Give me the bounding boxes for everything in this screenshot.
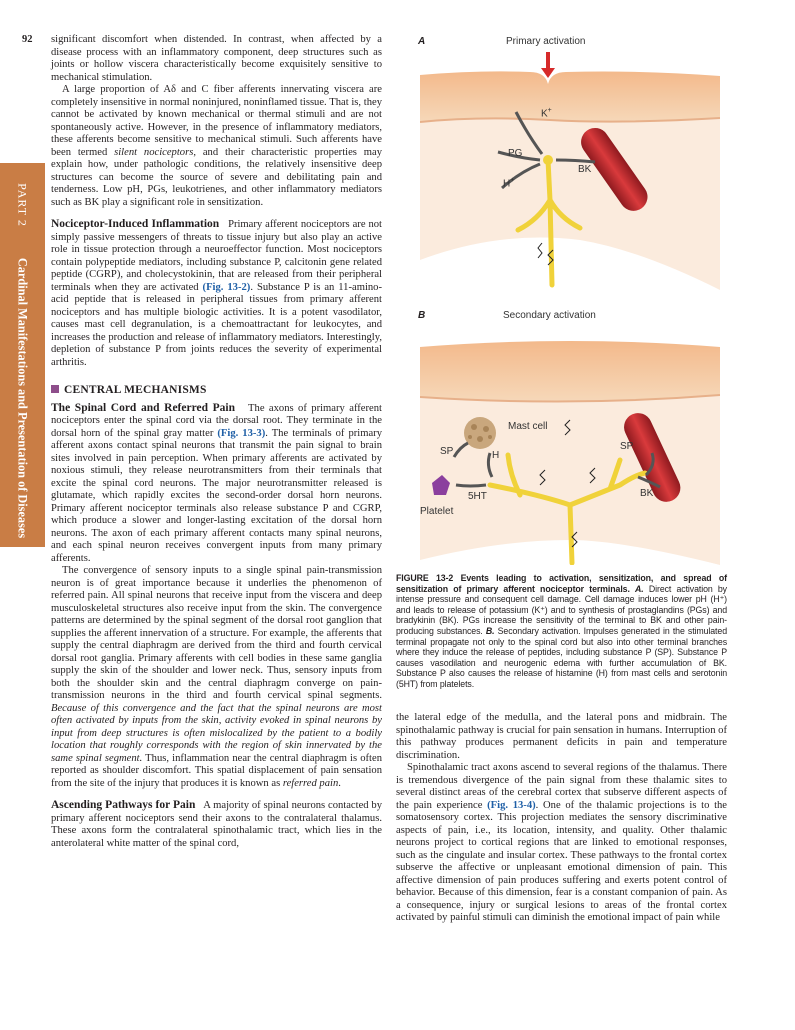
panel-a-label: A [418,36,426,47]
right-column [396,712,727,925]
fig-13-2-link[interactable]: (Fig. 13-2) [202,281,251,293]
subheading-spinal-cord: The Spinal Cord and Referred Pain [51,401,235,414]
label-bk: BK [640,488,654,499]
figure-panel-b [420,325,720,565]
left-column [51,34,382,850]
subheading-ascending: Ascending Pathways for Pain [51,799,196,811]
label-platelet: Platelet [420,506,454,517]
paragraph: A large proportion of Aδ and C fiber afferents innervating viscera are completely insensitive in normal noninjured, noninflamed tissue. That is, they cannot be activated by known mechanical or thermal stimuli and are not spontaneously active. However, in the presence of inflammatory mediators, these afferents become sensitive to mechanical stimuli. Such afferents have been termed silent nociceptors, and their characteristic properties may explain how, under pathologic conditions, the relatively insensitive deep structures can become the source of severe and debilitating pain and tenderness. Low pH, PGs, leukotrienes, and other inflammatory mediators such as BK play a significant role in sensitization. [51,84,382,208]
label-h: H+ [503,177,515,190]
section-heading: CENTRAL MECHANISMS [51,384,382,397]
label-sp-right: SP [620,441,634,452]
panel-a-title: Primary activation [506,36,586,47]
panel-b-title: Secondary activation [503,310,596,321]
paragraph: Ascending Pathways for Pain A majority of spinal neurons contacted by primary afferent nociceptors send their axons to the contralateral thalamus. These axons form the contralateral spinothalamic tract, which lies in the anterolateral white matter of the spinal cord, [51,799,382,849]
figure-panel-a [420,50,720,290]
label-pg: PG [508,148,523,159]
figure-caption: FIGURE 13-2 Events leading to activation, sensitization, and spread of sensitization of primary afferent nociceptor terminals. A. Direct activation by intense pressure and consequent cell damage. Cell damage induces lower pH (H⁺) and leads to release of potassium (K⁺) and to synthesis of prostaglandins (PGs) and bradykinin (BK). PGs increase the sensitivity of the terminal to BK and other pain-producing substances. B. Secondary activation. Impulses generated in the stimulated terminal propagate not only to the spinal cord but also into other terminal branches where they induce the release of peptides, including substance P (SP). Substance P causes vasodilation and neurogenic edema with further accumulation of BK. Substance P also causes the release of histamine (H) from mast cells and serotonin (5HT) from platelets. [396,573,727,689]
paragraph: Nociceptor-Induced Inflammation Primary afferent nociceptors are not simply passive messengers of threats to tissue injury but also play an active role in tissue protection through a neuroeffector function. Most nociceptors contain polypeptide mediators, including substance P, calcitonin gene related peptide (CGRP), and cholecystokinin, that are released from their peripheral terminals when they are activated (Fig. 13-2). Substance P is an 11-amino-acid peptide that is released in peripheral tissues from primary afferent nociceptors and has multiple biologic activities. It is a potent vasodilator, causes mast cell degranulation, is a chemoattractant for leukocytes, and increases the production and release of inflammatory mediators. Interestingly, depletion of substance P from joints reduces the severity of experimental arthritis. [51,218,383,368]
fig-13-3-link[interactable]: (Fig. 13-3) [217,427,266,439]
page-number: 92 [22,34,33,45]
mast-cell [464,417,496,449]
paragraph: The convergence of sensory inputs to a single spinal pain-transmission neuron is of great importance because it underlies the phenomenon of referred pain. All spinal neurons that receive input from the viscera and deep musculoskeletal structures also receive input from the skin. The convergence patterns are determined by the spinal segment of the dorsal root ganglion that supplies the afferent innervation of a structure. For example, the afferents that supply the central diaphragm are derived from the third and fourth cervical dorsal root ganglia. Primary afferents with cell bodies in these same ganglia supply the skin of the shoulder and lower neck. Thus, sensory inputs from both the shoulder skin and the central diaphragm converge on pain-transmission neurons in the third and fourth cervical spinal segments. Because of this convergence and the fact that the spinal neurons are most often activated by inputs from the skin, activity evoked in spinal neurons by input from deep structures is often mislocalized by the patient to a bodily location that roughly corresponds with the region of skin innervated by the same spinal segment. Thus, inflammation near the central diaphragm is often reported as shoulder discomfort. This spatial displacement of pain sensation from the site of the injury that produces it is known as referred pain. [51,565,382,789]
paragraph: Spinothalamic tract axons ascend to several regions of the thalamus. There is tremendous divergence of the pain signal from these thalamic sites to several distinct areas of the cerebral cortex that subserve different aspects of the pain experience (Fig. 13-4). One of the thalamic projections is to the somatosensory cortex. This projection mediates the sensory discriminative aspects of pain, i.e., its location, intensity, and quality. Other thalamic neurons project to cortical regions that are linked to emotional responses, such as the cingulate and insular cortex. These pathways to the frontal cortex subserve the affective or unpleasant emotional dimension of pain. This affective dimension of pain produces suffering and exerts potent control of behavior. Because of this dimension, fear is a constant companion of pain. As a consequence, injury or surgical lesions to areas of the frontal cortex activated by painful stimuli can diminish the emotional impact of pain while [396,762,728,923]
label-histamine: H [492,450,500,461]
label-sp-left: SP [440,446,454,457]
panel-b-label: B [418,310,426,321]
paragraph: significant discomfort when distended. In contrast, when affected by a disease process with an inflammatory component, deep structures such as joints or hollow viscera characteristically become exquisitely sensitive to mechanical stimulation. [51,34,382,83]
section-marker [51,385,59,393]
subheading-inflammation: Nociceptor-Induced Inflammation [51,218,220,230]
paragraph: the lateral edge of the medulla, and the lateral pons and midbrain. The spinothalamic pathway is crucial for pain sensation in humans. Interruption of this pathway produces permanent deficits in pain and temperature discrimination. [396,712,727,761]
label-potassium: K+ [541,107,552,120]
sidebar-section-title: Cardinal Manifestations and Presentation of Diseases [15,257,30,538]
sidebar-part-label: PART 2 [15,183,30,227]
label-5ht: 5HT [468,491,487,502]
paragraph: The Spinal Cord and Referred Pain The axons of primary afferent nociceptors enter the spinal cord via the dorsal root. They terminate in the dorsal horn of the spinal gray matter (Fig. 13-3). The terminals of primary afferent axons contact spinal neurons that transmit the pain signal to brain sites involved in pain perception. When primary afferents are activated by noxious stimuli, they release neurotransmitters from their terminals that excite the spinal cord neurons. The major neurotransmitter released is glutamate, which rapidly excites the second-order dorsal horn neurons. Primary afferent nociceptor terminals also release substance P and CGRP, which produce a slower and longer-lasting excitation of the dorsal horn neurons. The axon of each primary afferent contacts many spinal neurons, and each spinal neuron receives convergent inputs from many primary afferents. [51,401,382,564]
label-bk: BK [578,164,592,175]
fig-13-4-link[interactable]: (Fig. 13-4) [487,799,536,811]
label-mast-cell: Mast cell [508,421,548,432]
